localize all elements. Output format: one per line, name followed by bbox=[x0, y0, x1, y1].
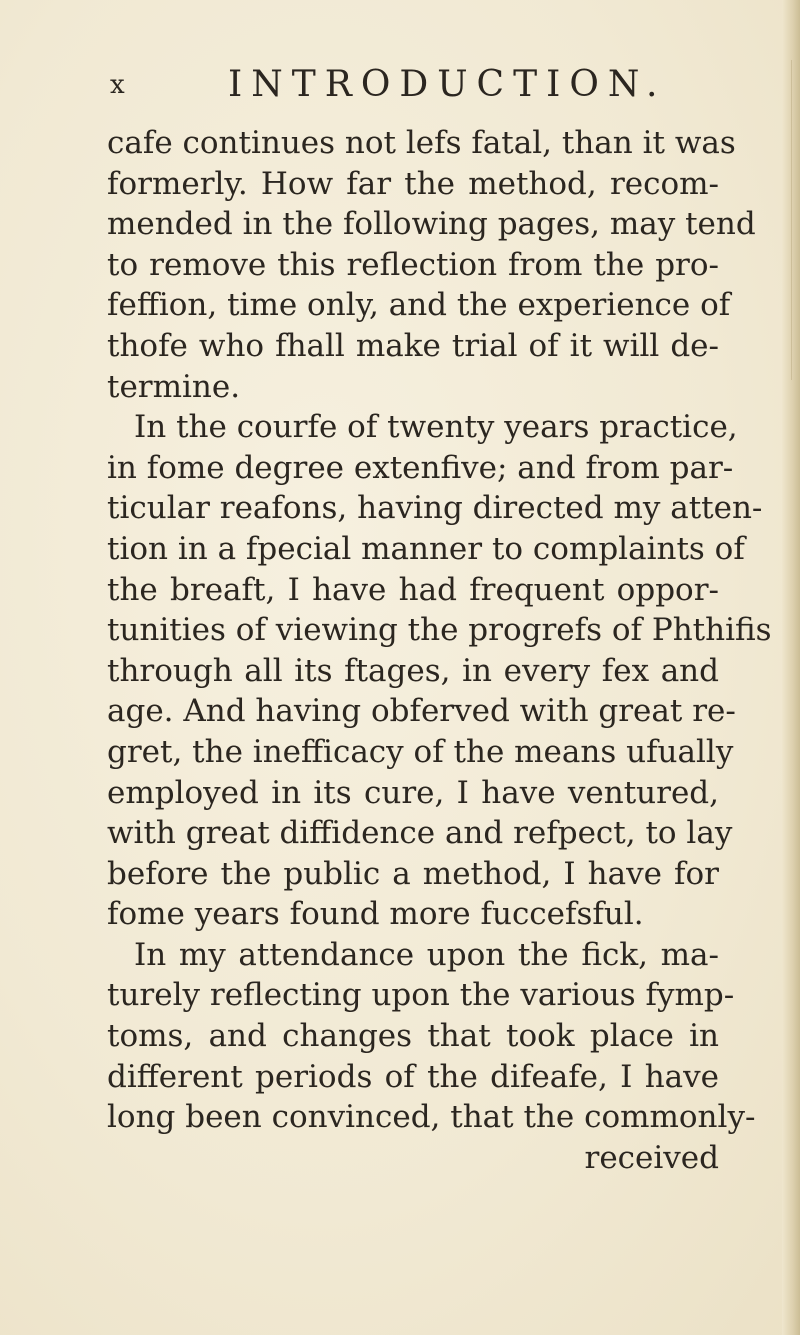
body-text bbox=[107, 123, 772, 1178]
text-line: long been convinced, that the commonly- bbox=[107, 1099, 756, 1136]
text-line: tion in a fpecial manner to complaints of bbox=[107, 530, 745, 567]
text-line: termine. bbox=[107, 368, 241, 405]
page-header bbox=[110, 64, 710, 104]
text-line: before the public a method, I have for bbox=[107, 855, 719, 892]
text-line: employed in its cure, I have ventured, bbox=[107, 774, 719, 811]
text-line: toms, and changes that took place in bbox=[107, 1018, 719, 1055]
text-line: thofe who fhall make trial of it will de- bbox=[107, 327, 719, 364]
running-head: INTRODUCTION. bbox=[228, 64, 667, 105]
text-line: formerly. How far the method, recom- bbox=[107, 165, 719, 202]
text-line: different periods of the difeafe, I have bbox=[107, 1058, 719, 1095]
text-line: in fome degree extenfive; and from par- bbox=[107, 449, 734, 486]
text-line: with great diffidence and refpect, to lay bbox=[107, 815, 733, 852]
page-edge-line bbox=[791, 60, 792, 380]
text-line: tunities of viewing the progrefs of Phthifis bbox=[107, 612, 772, 649]
text-line: through all its ftages, in every fex and bbox=[107, 652, 719, 689]
text-line: fome years found more fuccefsful. bbox=[107, 896, 644, 933]
text-line: gret, the inefficacy of the means ufually bbox=[107, 733, 734, 770]
text-line: In my attendance upon the fick, ma- bbox=[134, 936, 719, 973]
text-line: mended in the following pages, may tend bbox=[107, 206, 756, 243]
text-line: ticular reafons, having directed my atten- bbox=[107, 490, 763, 527]
catchword: received bbox=[584, 1139, 719, 1176]
text-line: age. And having obferved with great re- bbox=[107, 693, 736, 730]
page-number: x bbox=[110, 70, 126, 100]
text-line: cafe continues not lefs fatal, than it was bbox=[107, 125, 736, 161]
text-line: feffion, time only, and the experience of bbox=[107, 287, 731, 324]
text-line: the breaft, I have had frequent oppor- bbox=[107, 571, 719, 608]
text-line: In the courfe of twenty years practice, bbox=[134, 409, 738, 446]
text-line: to remove this reflection from the pro- bbox=[107, 246, 719, 283]
text-line: turely reflecting upon the various fymp- bbox=[107, 977, 735, 1014]
